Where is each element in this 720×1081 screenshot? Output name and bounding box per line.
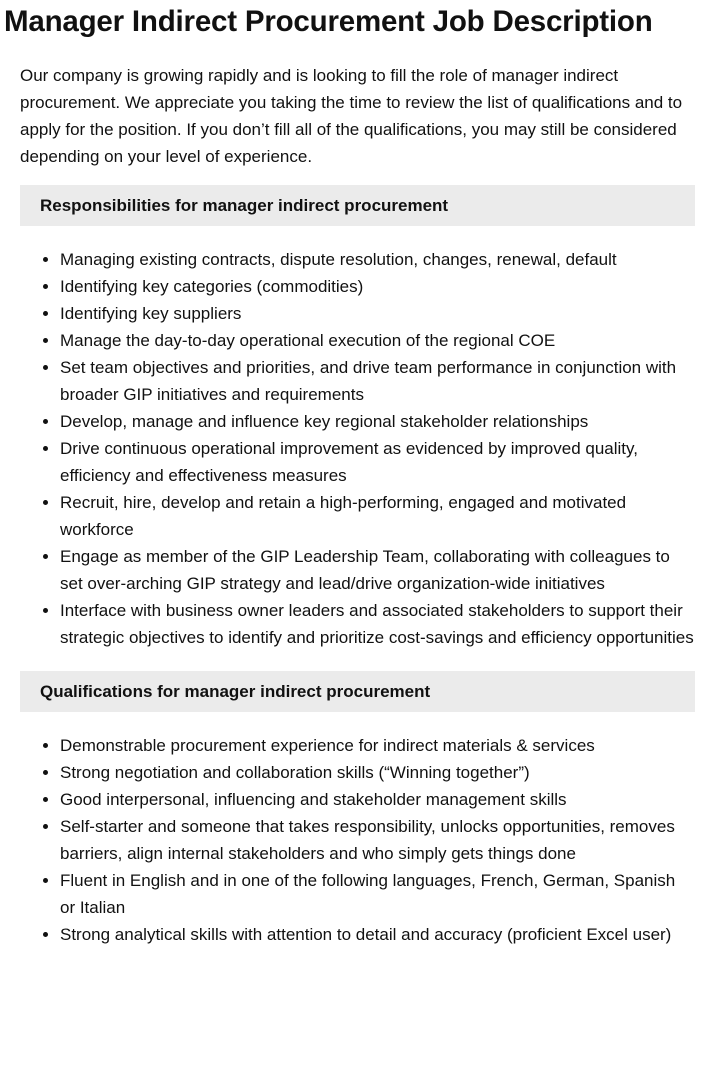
responsibilities-list bbox=[20, 246, 695, 651]
list-item: • Self-starter and someone that takes responsibility, unlocks opportunities, removes barriers, align internal stakeholders and who simply gets things done bbox=[60, 813, 695, 867]
job-description bbox=[0, 62, 720, 948]
list-item: • Engage as member of the GIP Leadership Team, collaborating with colleagues to set over-arching GIP strategy and lead/drive organization-wide initiatives bbox=[60, 543, 695, 597]
list-item: • Good interpersonal, influencing and stakeholder management skills bbox=[60, 786, 695, 813]
list-item: • Set team objectives and priorities, and drive team performance in conjunction with broader GIP initiatives and requirements bbox=[60, 354, 695, 408]
list-item: • Strong analytical skills with attention to detail and accuracy (proficient Excel user) bbox=[60, 921, 695, 948]
page-title: Manager Indirect Procurement Job Description bbox=[4, 5, 653, 38]
list-item: • Identifying key categories (commodities) bbox=[60, 273, 695, 300]
list-item: • Recruit, hire, develop and retain a high-performing, engaged and motivated workforce bbox=[60, 489, 695, 543]
list-item: • Strong negotiation and collaboration skills (“Winning together”) bbox=[60, 759, 695, 786]
list-item: • Managing existing contracts, dispute resolution, changes, renewal, default bbox=[60, 246, 695, 273]
qualifications-heading: Qualifications for manager indirect procurement bbox=[20, 671, 695, 712]
list-item: • Identifying key suppliers bbox=[60, 300, 695, 327]
list-item: • Interface with business owner leaders and associated stakeholders to support their strategic objectives to identify and prioritize cost-savings and efficiency opportunities bbox=[60, 597, 695, 651]
responsibilities-heading: Responsibilities for manager indirect procurement bbox=[20, 185, 695, 226]
qualifications-list bbox=[20, 732, 695, 948]
list-item: • Develop, manage and influence key regional stakeholder relationships bbox=[60, 408, 695, 435]
list-item: • Demonstrable procurement experience for indirect materials & services bbox=[60, 732, 695, 759]
list-item: • Manage the day-to-day operational execution of the regional COE bbox=[60, 327, 695, 354]
list-item: • Drive continuous operational improvement as evidenced by improved quality, efficiency and effectiveness measures bbox=[60, 435, 695, 489]
intro-paragraph: Our company is growing rapidly and is looking to fill the role of manager indirect procurement. We appreciate you taking the time to review the list of qualifications and to apply for the position. If you don’t fill all of the qualifications, you may still be considered depending on your level of experience. bbox=[20, 66, 683, 166]
list-item: • Fluent in English and in one of the following languages, French, German, Spanish or Italian bbox=[60, 867, 695, 921]
